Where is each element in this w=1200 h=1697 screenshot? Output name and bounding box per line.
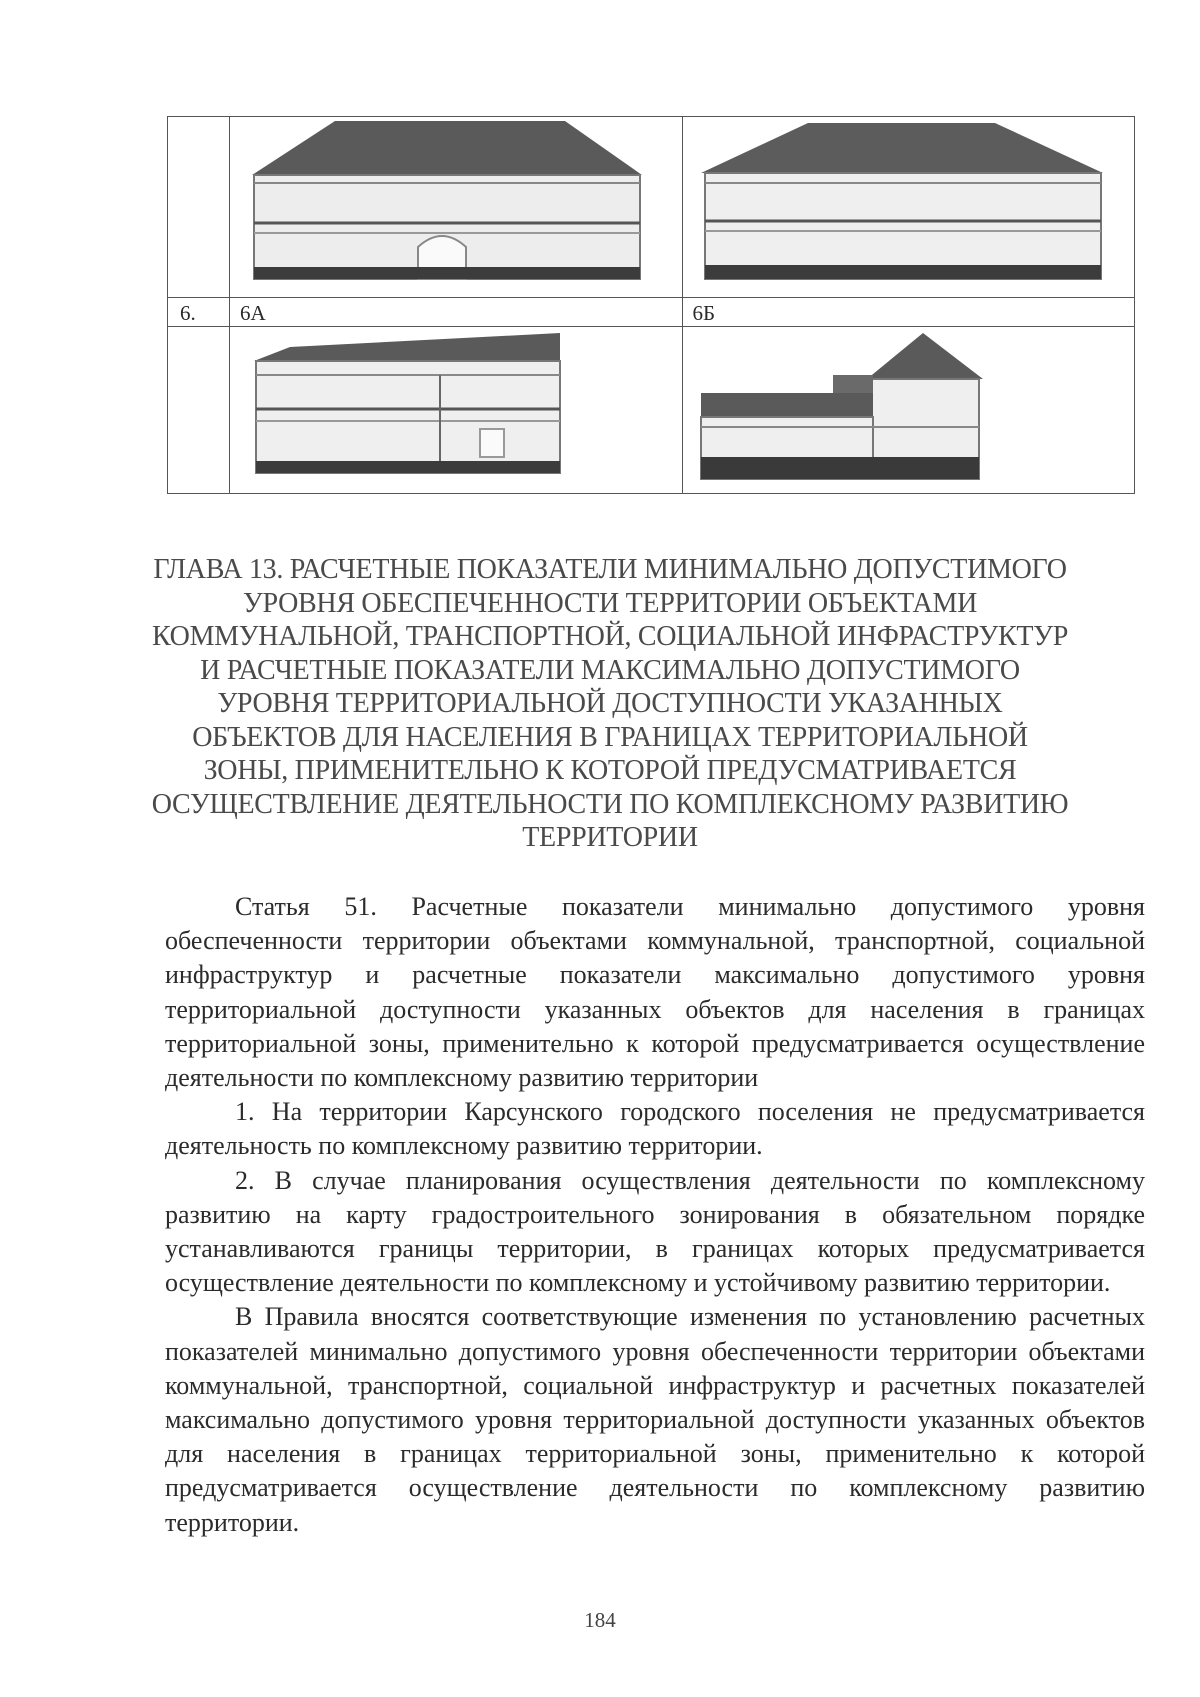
article-paragraph-1: 1. На территории Карсунского городского поселения не предусматривается деятельность по комплексному развитию территории. xyxy=(165,1097,1145,1161)
label-cell-6a xyxy=(230,298,683,327)
table-cell-empty xyxy=(168,327,230,494)
label-cell-6b xyxy=(682,298,1135,327)
house-examples-table xyxy=(167,116,1135,494)
article-paragraph-3: В Правила вносятся соответствующие изменения по установлению расчетных показателей минимально допустимого уровня обеспеченности территории объектами коммунальной, транспортной, социальной инфраструктур и расчетных показателей максимально допустимого уровня территориальной доступности указанных объектов для населения в границах территориальной зоны, применительно к которой предусматривается осуществление деятельности по комплексному развитию территории. xyxy=(165,1302,1145,1537)
article-heading: Статья 51. Расчетные показатели минимально допустимого уровня обеспеченности территории объектами коммунальной, транспортной, социальной инфраструктур и расчетные показатели максимально допустимого уровня территориальной доступности указанных объектов для населения в границах территориальной зоны, применительно к которой предусматривается осуществление деятельности по комплексному развитию территории xyxy=(165,892,1145,1093)
house-image-cell-top-left xyxy=(230,117,683,298)
house-drawing-flat-roof xyxy=(230,327,670,493)
cell-label-6a: 6А xyxy=(240,301,266,325)
house-image-cell-6b xyxy=(682,327,1135,494)
house-image-cell-top-right xyxy=(682,117,1135,298)
article-body xyxy=(165,890,1145,1540)
row-number: 6. xyxy=(180,301,196,325)
table-row-number-cell xyxy=(168,298,230,327)
cell-label-6b: 6Б xyxy=(692,301,716,325)
house-drawing-hip-roof xyxy=(683,117,1123,297)
house-image-cell-6a xyxy=(230,327,683,494)
chapter-title: ГЛАВА 13. РАСЧЕТНЫЕ ПОКАЗАТЕЛИ МИНИМАЛЬНО ДОПУСТИМОГО УРОВНЯ ОБЕСПЕЧЕННОСТИ ТЕРРИТОРИИ ОБЪЕКТАМИ КОММУНАЛЬНОЙ, ТРАНСПОРТНОЙ, СОЦИАЛЬНОЙ ИНФРАСТРУКТУР И РАСЧЕТНЫЕ ПОКАЗАТЕЛИ МАКСИМАЛЬНО ДОПУСТИМОГО УРОВНЯ ТЕРРИТОРИАЛЬНОЙ ДОСТУПНОСТИ УКАЗАННЫХ ОБЪЕКТОВ ДЛЯ НАСЕЛЕНИЯ В ГРАНИЦАХ ТЕРРИТОРИАЛЬНОЙ ЗОНЫ, ПРИМЕНИТЕЛЬНО К КОТОРОЙ ПРЕДУСМАТРИВАЕТСЯ ОСУЩЕСТВЛЕНИЕ ДЕЯТЕЛЬНОСТИ ПО КОМПЛЕКСНОМУ РАЗВИТИЮ ТЕРРИТОРИИ xyxy=(151,554,1069,853)
article-paragraph-2: 2. В случае планирования осуществления деятельности по комплексному развитию на карту градостроительного зонирования в обязательном порядке устанавливаются границы территории, в границах которых предусматривается осуществление деятельности по комплексному и устойчивому развитию территории. xyxy=(165,1165,1145,1298)
page-number: 184 xyxy=(584,1608,616,1632)
table-cell-empty xyxy=(168,117,230,298)
house-drawing-combined-roof xyxy=(683,327,1123,493)
house-drawing-hip-roof-arch xyxy=(230,117,670,297)
